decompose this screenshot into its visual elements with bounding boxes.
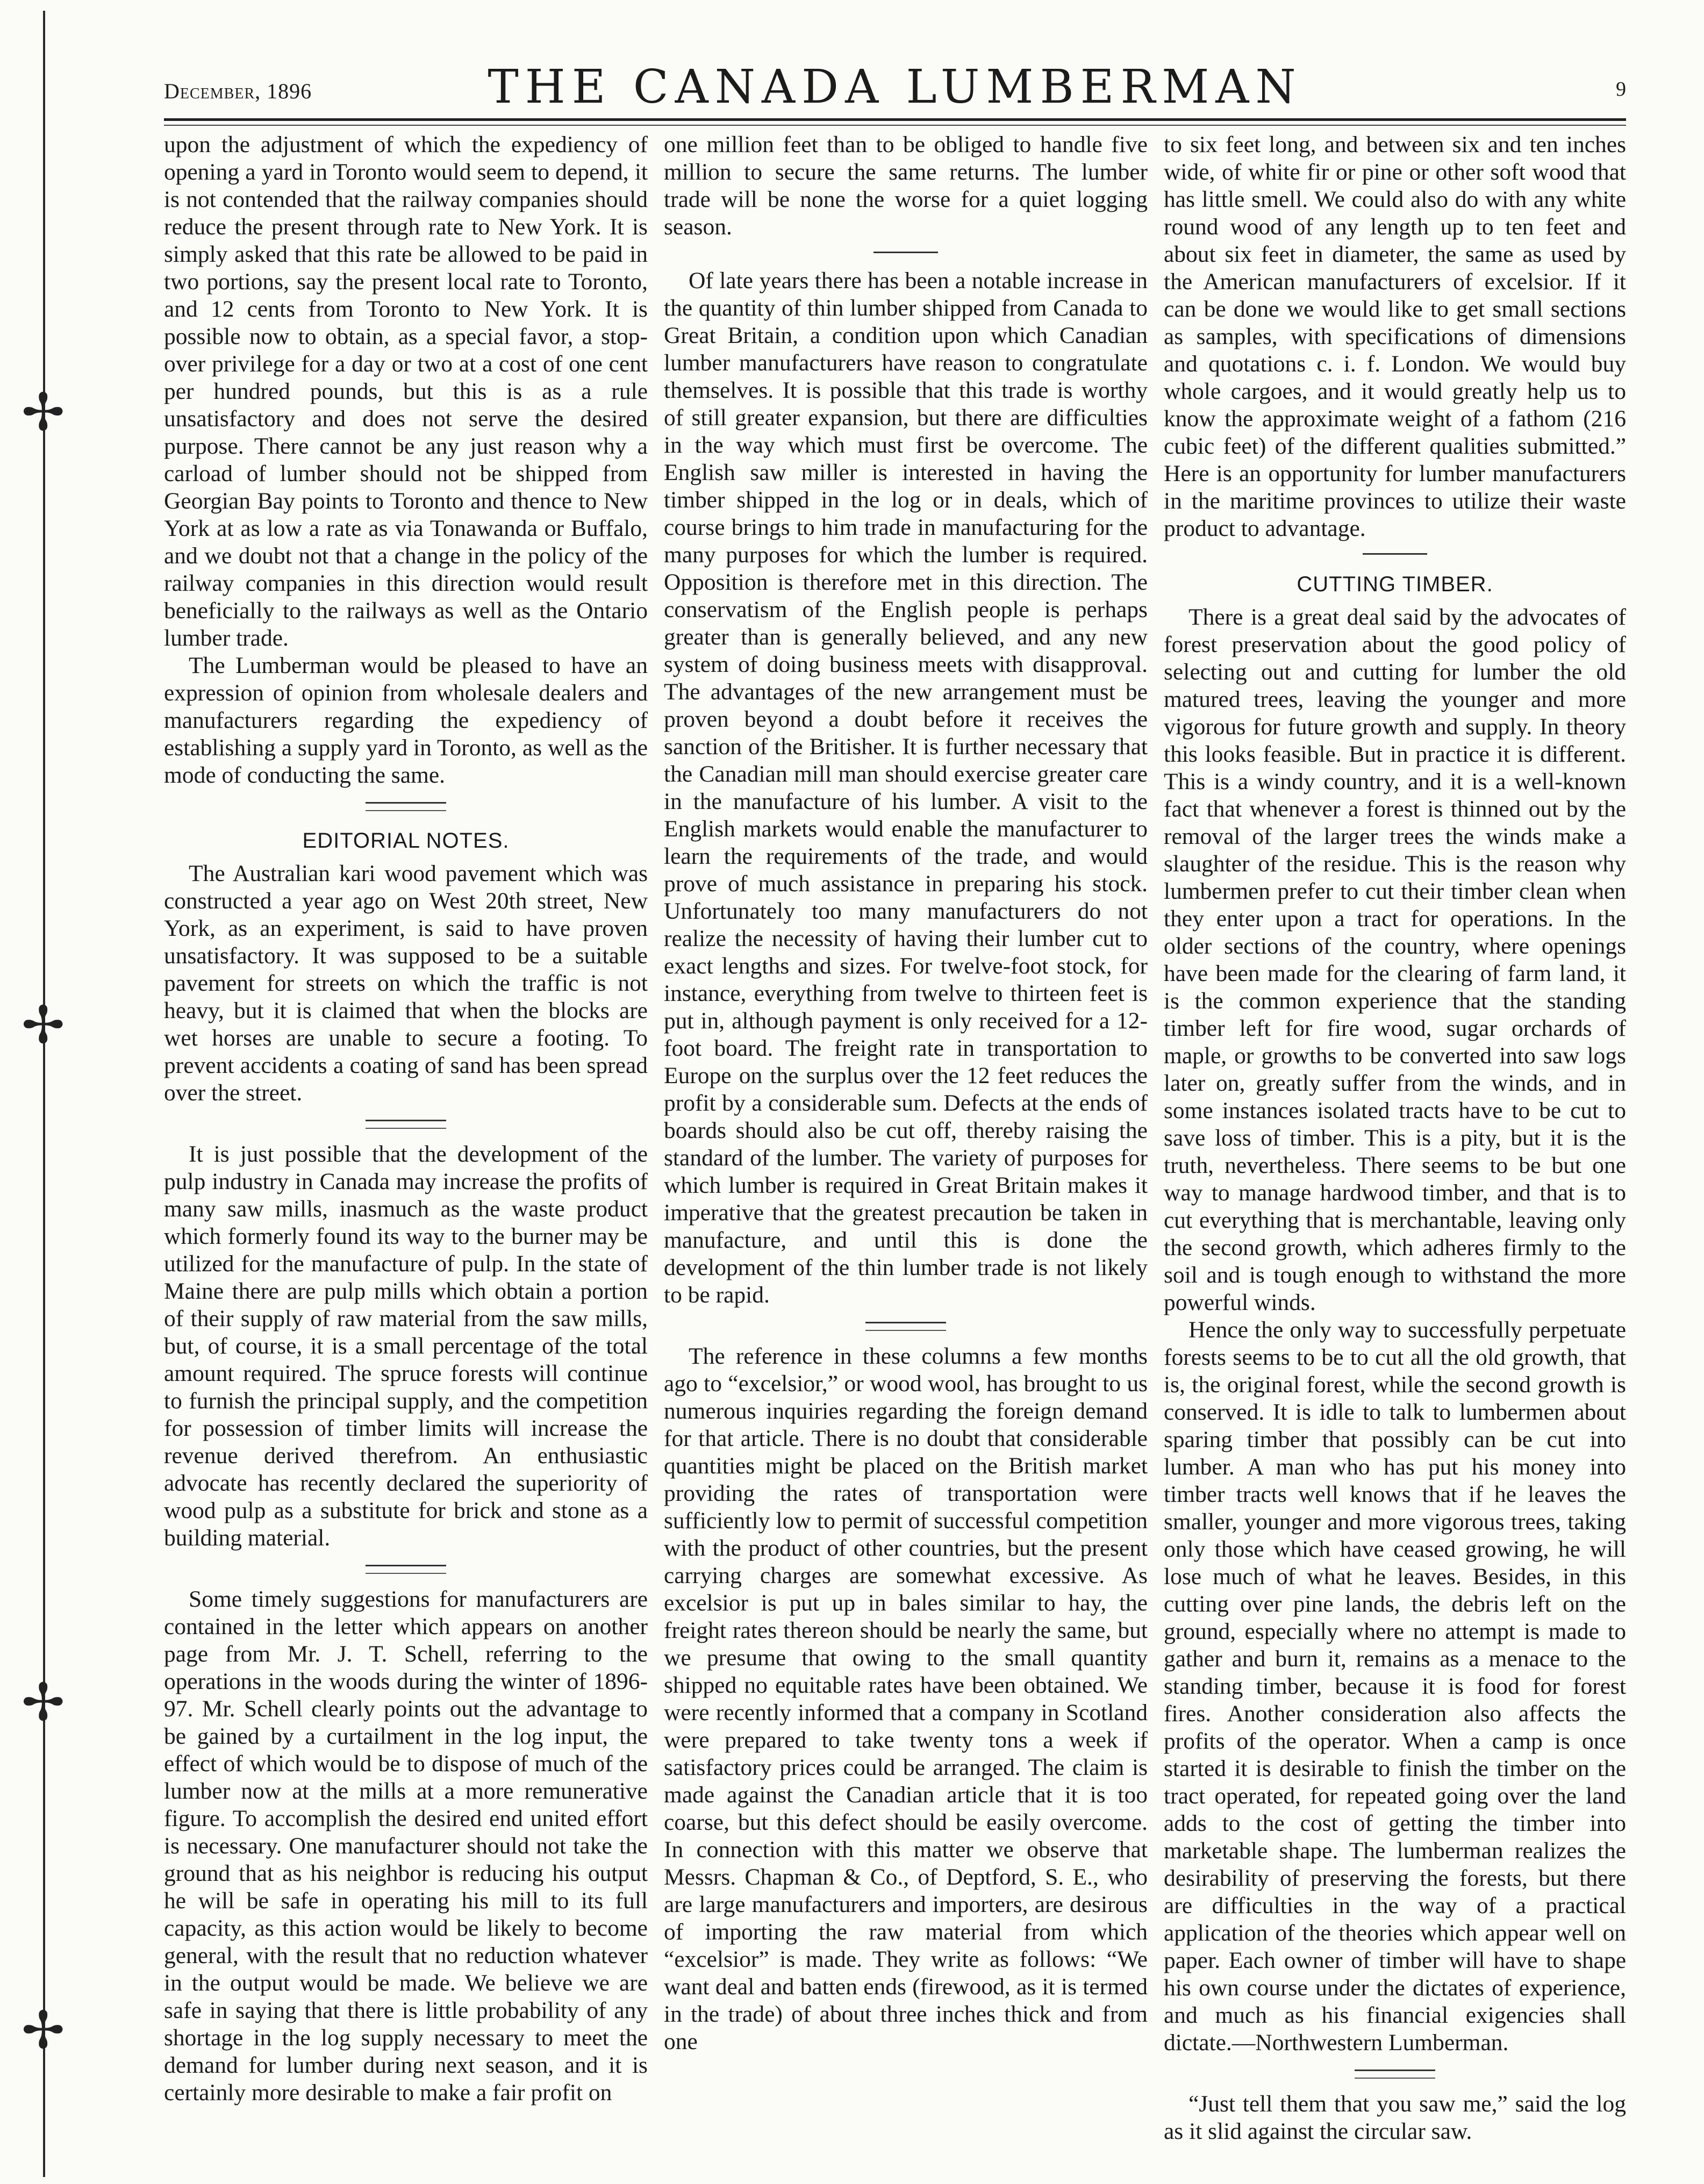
column-3: [1164, 131, 1626, 2152]
header-rule: [164, 125, 1626, 126]
binding-edge: [43, 11, 48, 2177]
section-divider: [874, 252, 938, 253]
binding-mark: ✢: [22, 997, 65, 1054]
page-header: [164, 60, 1626, 119]
paragraph: Hence the only way to successfully perpetuate forests seems to be to cut all the old growth, that is, the original forest, while the second growth is conserved. It is idle to talk to lumbermen about sparing timber that possibly can be cut into lumber. A man who has put his money into timber tracts well knows that if he leaves the smaller, younger and more vigorous trees, taking only those which have ceased growing, he will lose much of what he leaves. Besides, in this cutting over pine lands, the debris left on the ground, especially where no attempt is made to gather and burn it, remains as a menace to the standing timber, because it is food for forest fires. Another consideration also affects the profits of the operator. When a camp is once started it is desirable to finish the timber on the tract operated, for repeated going over the land adds to the cost of getting the timber into marketable shape. The lumberman realizes the desirability of preserving the forests, but there are difficulties in the way of a practical application of the theories which appear well on paper. Each owner of timber will have to shape his own course under the dictates of experience, and much as his financial exigencies shall dictate.—Northwestern Lumberman.: [1164, 1317, 1626, 2056]
paragraph: The reference in these columns a few months ago to “excelsior,” or wood wool, has brought to us numerous inquiries regarding the foreign demand for that article. There is no doubt that considerable quantities might be placed on the British market providing the rates of transportation were sufficiently low to permit of successful competition with the product of other countries, but the present carrying charges are somewhat excessive. As excelsior is put up in bales similar to hay, the freight rates thereon should be nearly the same, but we presume that owing to the small quantity shipped no equitable rates have been obtained. We were recently informed that a company in Scotland were prepared to take twenty tons a week if satisfactory prices could be arranged. The claim is made against the Canadian article that it is too coarse, but this defect should be easily overcome. In connection with this matter we observe that Messrs. Chapman & Co., of Deptford, S. E., who are large manufacturers and importers, are desirous of importing the raw material from which “excelsior” is made. They write as follows: “We want deal and batten ends (firewood, as it is termed in the trade) of about three inches thick and from one: [664, 1343, 1148, 2054]
header-rule: [164, 118, 1626, 121]
paragraph: to six feet long, and between six and ten inches wide, of white fir or pine or other soft wood that has little smell. We could also do with any white round wood of any length up to ten feet and about six feet in diameter, the same as used by the American manufacturers of excelsior. If it can be done we would like to get small sections as samples, with specifications of dimensions and quotations c. i. f. London. We would buy whole cargoes, and it would greatly help us to know the approximate weight of a fathom (216 cubic feet) of the different qualities submitted.” Here is an opportunity for lumber manufacturers in the maritime provinces to utilize their waste product to advantage.: [1164, 132, 1626, 541]
section-heading: CUTTING TIMBER.: [1297, 572, 1493, 596]
masthead-title: THE CANADA LUMBERMAN: [488, 60, 1302, 114]
paragraph: upon the adjustment of which the expediency of opening a yard in Toronto would seem to depend, it is not contended that the railway companies should reduce the present through rate to New York. It is simply asked that this rate be allowed to be paid in two portions, say the present local rate to Toronto, and 12 cents from Toronto to New York. It is possible now to obtain, as a special favor, a stop-over privilege for a day or two at a cost of one cent per hundred pounds, but this is as a rule unsatisfactory and does not serve the desired purpose. There cannot be any just reason why a carload of lumber should not be shipped from Georgian Bay points to Toronto and thence to New York at as low a rate as via Tonawanda or Buffalo, and we doubt not that a change in the policy of the railway companies in this direction would result beneficially to the railways as well as the Ontario lumber trade.: [164, 132, 648, 651]
binding-mark: ✢: [22, 384, 65, 441]
column-1: [164, 131, 648, 2152]
paragraph: There is a great deal said by the advocates of forest preservation about the good policy of selecting out and cutting for lumber the old matured trees, leaving the younger and more vigorous for future growth and supply. In theory this looks feasible. But in practice it is different. This is a windy country, and it is a well-known fact that whenever a forest is thinned out by the removal of the larger trees the winds make a slaughter of the residue. This is the reason why lumbermen prefer to cut their timber clean when they enter upon a tract for operations. In the older sections of the country, where openings have been made for the clearing of farm land, it is the common experience that the standing timber left for fire wood, sugar orchards of maple, or growths to be converted into saw logs later on, greatly suffer from the winds, and in some instances isolated tracts have to be cut to save loss of timber. This is a pity, but it is the truth, nevertheless. There seems to be but one way to manage hardwood timber, and that is to cut everything that is merchantable, leaving only the second growth, which adheres firmly to the soil and is tough enough to withstand the more powerful winds.: [1164, 604, 1626, 1315]
binding-mark: ✢: [22, 2002, 65, 2059]
section-divider: [366, 1120, 446, 1129]
section-divider: [1355, 2070, 1435, 2079]
paragraph: one million feet than to be obliged to handle five million to secure the same returns. The lumber trade will be none the worse for a quiet logging season.: [664, 132, 1148, 240]
binding-mark: ✢: [22, 1674, 65, 1731]
paragraph: “Just tell them that you saw me,” said the log as it slid against the circular saw.: [1164, 2091, 1626, 2144]
paragraph: It is just possible that the development of the pulp industry in Canada may increase the profits of many saw mills, inasmuch as the waste product which formerly found its way to the burner may be utilized for the manufacture of pulp. In the state of Maine there are pulp mills which obtain a portion of their supply of raw material from the saw mills, but, of course, it is a small percentage of the total amount required. The spruce forests will continue to furnish the principal supply, and the competition for possession of timber limits will increase the revenue derived therefrom. An enthusiastic advocate has recently declared the superiority of wood pulp as a substitute for brick and stone as a building material.: [164, 1141, 648, 1551]
paragraph: The Australian kari wood pavement which was constructed a year ago on West 20th street, New York, as an experiment, is said to have proven unsatisfactory. It was supposed to be a suitable pavement for streets on which the traffic is not heavy, but it is claimed that when the blocks are wet horses are unable to secure a footing. To prevent accidents a coating of sand has been spread over the street.: [164, 861, 648, 1106]
section-divider: [1363, 553, 1427, 555]
paragraph: Of late years there has been a notable increase in the quantity of thin lumber shipped from Canada to Great Britain, a condition upon which Canadian lumber manufacturers have reason to congratulate themselves. It is possible that this trade is worthy of still greater expansion, but there are difficulties in the way which must first be overcome. The English saw miller is interested in having the timber shipped in the log or in deals, which of course brings to him trade in manufacturing for the many purposes for which the lumber is required. Opposition is therefore met in this direction. The conservatism of the English people is perhaps greater than is generally believed, and any new system of doing business meets with disapproval. The advantages of the new arrangement must be proven beyond a doubt before it receives the sanction of the Britisher. It is further necessary that the Canadian mill man should exercise greater care in the manufacture of his lumber. A visit to the English markets would enable the manufacturer to learn the requirements of the trade, and would prove of much assistance in preparing his stock. Unfortunately too many manufacturers do not realize the necessity of having their lumber cut to exact lengths and sizes. For twelve-foot stock, for instance, everything from twelve to thirteen feet is put in, although payment is only received for a 12-foot board. The freight rate in transportation to Europe on the surplus over the 12 feet reduces the profit by a considerable sum. Defects at the ends of boards should also be cut off, thereby raising the standard of the lumber. The variety of purposes for which lumber is required in Great Britain makes it imperative that the greatest precaution be taken in manufacture, and until this is done the development of the thin lumber trade is not likely to be rapid.: [664, 268, 1148, 1308]
section-divider: [865, 1322, 946, 1331]
page-number: 9: [1616, 78, 1626, 101]
section-heading: EDITORIAL NOTES.: [302, 829, 510, 853]
paragraph: The Lumberman would be pleased to have an expression of opinion from wholesale dealers and manufacturers regarding the expediency of establishing a supply yard in Toronto, as well as the mode of conducting the same.: [164, 653, 648, 788]
section-divider: [366, 802, 446, 811]
paragraph: Some timely suggestions for manufacturers are contained in the letter which appears on another page from Mr. J. T. Schell, referring to the operations in the woods during the winter of 1896-97. Mr. Schell clearly points out the advantage to be gained by a curtailment in the log input, the effect of which would be to dispose of much of the lumber now at the mills at a more remunerative figure. To accomplish the desired end united effort is necessary. One manufacturer should not take the ground that as his neighbor is reducing his output he will be safe in operating his mill to its full capacity, as this action would be likely to become general, with the result that no reduction whatever in the output would be made. We believe we are safe in saying that there is little probability of any shortage in the log supply necessary to meet the demand for lumber during next season, and it is certainly more desirable to make a fair profit on: [164, 1586, 648, 2106]
issue-date: December, 1896: [164, 79, 312, 103]
column-2: [664, 131, 1148, 2152]
section-divider: [366, 1565, 446, 1574]
